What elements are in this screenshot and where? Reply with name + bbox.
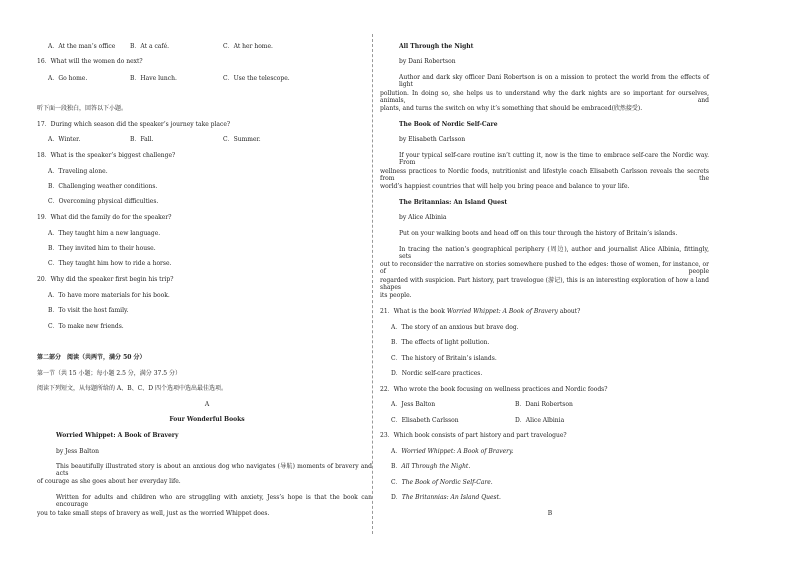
book1-author: by Jess Balton	[56, 448, 99, 455]
next-passage-letter: B	[547, 510, 553, 517]
q18-option-a: A．Traveling alone.	[48, 168, 108, 175]
section1-heading: 第一节（共 15 小题；每小题 2.5 分，满分 37.5 分）	[37, 370, 181, 377]
q23-option-a-title: Worried Whippet: A Book of Bravery.	[401, 448, 514, 455]
q15-option-c: C．At her home.	[223, 43, 273, 50]
q23-option-b-letter: B．	[391, 463, 402, 470]
book2-line1: Author and dark sky officer Dani Robertson is on a mission to protect the world from the effects of light	[399, 74, 709, 88]
q15-option-a: A．At the man’s office	[48, 43, 116, 50]
q20-option-c: C．To make new friends.	[48, 323, 124, 330]
q16-question: 16．What will the women do next?	[37, 58, 143, 65]
q17-question: 17．During which season did the speaker’s journey take place?	[37, 121, 231, 128]
q23-question: 23．Which book consists of part history and part travelogue?	[380, 432, 567, 439]
book1-para2-line2: you to take small steps of bravery as well, just as the worried Whippet does.	[37, 510, 270, 517]
q16-option-b: B．Have lunch.	[130, 75, 177, 82]
q23-option-a	[391, 448, 514, 455]
q17-option-c: C．Summer.	[223, 136, 261, 143]
q23-option-b-title: All Through the Night.	[401, 463, 471, 470]
book2-author: by Dani Robertson	[399, 58, 456, 65]
q21-text-pre: 21．What is the book	[380, 308, 447, 315]
q17-option-a: A．Winter.	[48, 136, 81, 143]
q23-option-a-letter: A．	[391, 448, 402, 455]
book4-para1: Put on your walking boots and head off on this tour through the history of Britain’s islands.	[399, 230, 678, 237]
q18-question: 18．What is the speaker’s biggest challenge?	[37, 152, 176, 159]
q17-option-b: B．Fall.	[130, 136, 154, 143]
q19-option-b: B．They invited him to their house.	[48, 245, 156, 252]
passage-title: Four Wonderful Books	[169, 416, 245, 423]
book3-title: The Book of Nordic Self-Care	[399, 121, 498, 128]
monologue-instruction: 听下面一段独白，回答以下小题。	[37, 105, 128, 112]
q23-option-d-title: The Britannias: An Island Quest.	[401, 494, 501, 501]
q19-option-c: C．They taught him how to ride a horse.	[48, 260, 172, 267]
passage-letter: A	[204, 401, 210, 408]
book3-line2: wellness practices to Nordic foods, nutritionist and lifestyle coach Elisabeth Carlsson reveals the secrets from the	[380, 168, 709, 182]
q20-option-b: B．To visit the host family.	[48, 307, 129, 314]
q23-option-d-letter: D．	[391, 494, 402, 501]
section1-instruction: 阅读下列短文，从每题所给的 A、B、C、D 四个选项中选出最佳选项。	[37, 385, 227, 392]
book2-line3: plants, and turns the switch on why it’s something that should be embraced(欣然接受).	[380, 105, 643, 112]
q21-option-a: A．The story of an anxious but brave dog.	[391, 324, 519, 331]
q18-option-c: C．Overcoming physical difficulties.	[48, 198, 159, 205]
book4-line3: regarded with suspicion. Part history, part travelogue (游记), this is an interesting exploration of how a land shapes	[380, 277, 709, 291]
q22-option-d: D．Alice Albinia	[515, 417, 565, 424]
book4-title: The Britannias: An Island Quest	[399, 199, 508, 206]
q23-option-d	[391, 494, 501, 501]
book4-line1: In tracing the nation’s geographical periphery (周边), author and journalist Alice Albinia, fittingly, sets	[399, 246, 709, 260]
q22-option-a: A．Jess Balton	[391, 401, 436, 408]
q21-text-post: about?	[557, 308, 581, 315]
q23-option-c-title: The Book of Nordic Self-Care.	[401, 479, 493, 486]
book1-para2-line1: Written for adults and children who are struggling with anxiety, Jess’s hope is that the book can encourage	[56, 494, 372, 508]
q21-option-d: D．Nordic self-care practices.	[391, 370, 483, 377]
q23-option-b	[391, 463, 470, 470]
column-divider	[372, 34, 373, 534]
book4-line4: its people.	[380, 292, 412, 299]
q20-question: 20．Why did the speaker first begin his trip?	[37, 276, 174, 283]
q20-option-a: A．To have more materials for his book.	[48, 292, 170, 299]
q23-option-c-letter: C．	[391, 479, 402, 486]
q21-book-title: Worried Whippet: A Book of Bravery	[446, 308, 558, 315]
book3-line3: world’s happiest countries that will help you bring peace and balance to your life.	[380, 183, 630, 190]
q16-option-c: C．Use the telescope.	[223, 75, 290, 82]
book1-para1-line1: This beautifully illustrated story is about an anxious dog who navigates (导航) moments of bravery and acts	[56, 463, 372, 477]
part2-heading: 第二部分 阅读（共两节，满分 50 分）	[37, 354, 146, 361]
q22-option-c: C．Elisabeth Carlsson	[391, 417, 459, 424]
book4-line2: out to reconsider the narrative on stories somewhere pushed to the edges: those of women, for instance, or of people	[380, 261, 709, 275]
q23-option-c	[391, 479, 493, 486]
q19-question: 19．What did the family do for the speaker?	[37, 214, 172, 221]
book3-line1: If your typical self-care routine isn’t cutting it, now is the time to embrace self-care the Nordic way. From	[399, 152, 709, 166]
q22-option-b: B．Dani Robertson	[515, 401, 573, 408]
q15-option-b: B．At a café.	[130, 43, 170, 50]
book1-para1-line2: of courage as she goes about her everyday life.	[37, 478, 181, 485]
q19-option-a: A．They taught him a new language.	[48, 230, 161, 237]
book1-title: Worried Whippet: A Book of Bravery	[56, 432, 179, 439]
book4-author: by Alice Albinia	[399, 214, 447, 221]
book2-line2: pollution. In doing so, she helps us to understand why the dark nights are so important for ourselves, animals, and	[380, 90, 709, 104]
q18-option-b: B．Challenging weather conditions.	[48, 183, 158, 190]
q21-question	[380, 308, 580, 315]
q21-option-b: B．The effects of light pollution.	[391, 339, 490, 346]
q16-option-a: A．Go home.	[48, 75, 88, 82]
q21-option-c: C．The history of Britain’s islands.	[391, 355, 497, 362]
book2-title: All Through the Night	[399, 43, 474, 50]
q22-question: 22．Who wrote the book focusing on wellness practices and Nordic foods?	[380, 386, 608, 393]
book3-author: by Elisabeth Carlsson	[399, 136, 466, 143]
